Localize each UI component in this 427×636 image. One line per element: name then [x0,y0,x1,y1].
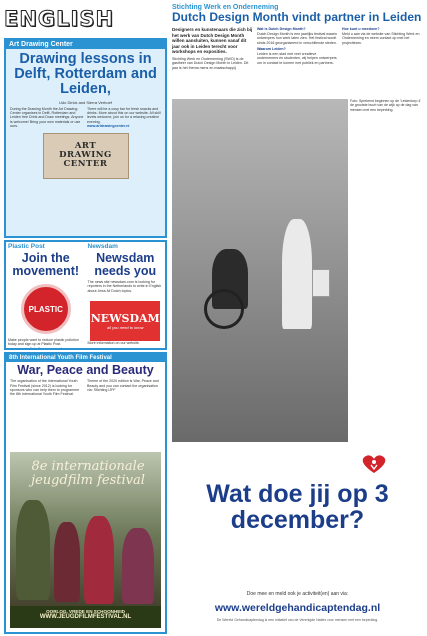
article-tag: Stichting Werk en Onderneming [172,4,279,11]
newsdam-body-2: More information on our website. [87,341,140,346]
logo-line-3: CENTER [63,159,108,170]
film-festival-poster [10,452,161,628]
right-column [172,4,423,632]
article-col-2 [257,27,338,103]
art-body-col1: During the Drawing Month the Art Drawing Center organises in Delft, Rotterdam and Leiden free Drink and Draw meetings. Anyone is welcome! Bring your own materials or use ours. [10,106,84,129]
campaign-question: Wat doe jij op 3 december? [206,480,389,534]
article-question-2: Waarom Leiden? [257,47,286,51]
film-tag: 8th International Youth Film Festival [6,354,165,362]
child-figure-2 [84,516,114,604]
panel-tag: Art Drawing Center [6,40,165,49]
art-title: Drawing lessons in Delft, Rotterdam and Leiden, [14,51,157,98]
wheelchair-photo [172,99,348,442]
art-drawing-center-logo [43,133,129,179]
poster-url[interactable]: WWW.JEUGDFILMFESTIVAL.NL [39,614,132,620]
plastic-post-section [6,242,86,350]
newsdam-title: Newsdam needs you [94,251,157,278]
film-title: War, Peace and Beauty [17,363,154,377]
newsdam-tag: Newsdam [87,243,118,250]
newsdam-section [86,242,166,350]
plastic-logo-text: PLASTIC [28,304,63,314]
plastic-title: Join the movement! [12,251,80,278]
poster-tagline: OORLOG, VREDE EN SCHOONHEID [46,609,125,614]
article-question-1: Wat is Dutch Design Month? [257,27,306,31]
article-columns [172,27,423,103]
newsdam-body: The news site newsdam.com is looking for reporters in the Netherlands to write in English about Jews-Nl Dutch topics. [87,280,162,293]
article-col-3 [342,27,423,103]
plastic-link[interactable]: Join the movement [29,346,63,350]
plastic-tag: Plastic Post [8,243,45,250]
art-website-link[interactable]: www.artdrawingcenter.nl [87,124,130,129]
masthead-title: ENGLISH [4,7,115,31]
wheelchair-wheel [204,289,244,329]
film-body-col2: Theme of the 2020 edition is War, Peace and Beauty and you can contact the organisation via: Stichting IJFF [87,379,159,392]
film-body-col1: The organisation of the International Youth Film Festival (since 2012) is looking for sponsors who can help them to programme the 8th International Youth Film Festival. [10,379,80,397]
art-byline: Udo Dirick and Sierra Verhoef [59,99,112,105]
poster-footer [10,606,161,628]
poster-title: 8e internationale jeugdfilm festival [31,459,145,488]
article-body-2: Dutch Design Month is een jaarlijks festival waarin ontwerpers hun werk laten zien. Het festival wordt sinds 2016 georganiseerd in verschillende steden. [257,31,337,45]
film-festival-panel [4,352,167,634]
campaign-footer: De Wereld Gehandicaptendag is een initiatief van de Verenigde Naties voor mensen met een beperking. [216,618,379,622]
newsdam-logo-text: NEWSDAM [90,312,160,326]
article-body-4: Meld u aan via de website van Stichting Werk en Onderneming en neem contact op met het projectteam. [342,31,420,45]
photo-caption: Foto: Sprekend beginnen op de 'Leiderdorp 4' de grootste buurt van de wijk op de dag van mensen met een beperking. [350,99,421,112]
soldier-figure [16,500,50,600]
newsdam-logo-sub: all you need to know [107,325,144,331]
logo-line-2: DRAWING [59,150,112,161]
child-figure-3 [122,528,154,604]
article-question-3: Hoe kunt u meedoen? [342,27,380,31]
heart-logo-icon [358,453,390,475]
masthead [4,4,167,34]
left-column [4,4,167,630]
shopping-bag [312,269,330,297]
campaign-url-link[interactable]: www.wereldgehandicaptendag.nl [214,602,381,614]
plastic-logo [21,284,71,334]
plastic-newsdam-panel [4,240,167,350]
newsdam-logo [90,301,160,341]
art-drawing-panel [4,38,167,238]
article-body-3: Leiden is een stad met veel creatieve ondernemers en studenten, wij helpen ontwerpers om in contact te komen met publiek en partners. [257,51,337,65]
campaign-cta: Doe mee en meld ook je activiteit(en) aan via: [246,591,349,597]
walking-person [282,219,312,329]
plastic-body: Make people want to reduce plastic pollution today and sign up at Plastic Post. [8,338,79,347]
article-title: Dutch Design Month vindt partner in Leiden [172,10,422,24]
article-col-1 [172,27,253,103]
logo-line-1: ART [74,141,97,152]
article-body-1: Stichting Werk en Onderneming (SWO) is de gastheer van Dutch Design Month in Leiden. Dit jaar is het thema mens en maatschappij. [172,56,249,70]
art-body-col2: There will be a cosy bar for fresh snacks and drinks. More about this on our website. All skill levels welcome, join us for a relaxing creative evening. [87,106,161,124]
article-lead: Designers en kunstenaars die zich bij het werk van Dutch Design Month willen aansluiten, kunnen vanaf dit jaar ook in Leiden terecht voor workshops en exposities. [172,27,253,54]
child-figure [54,522,80,602]
